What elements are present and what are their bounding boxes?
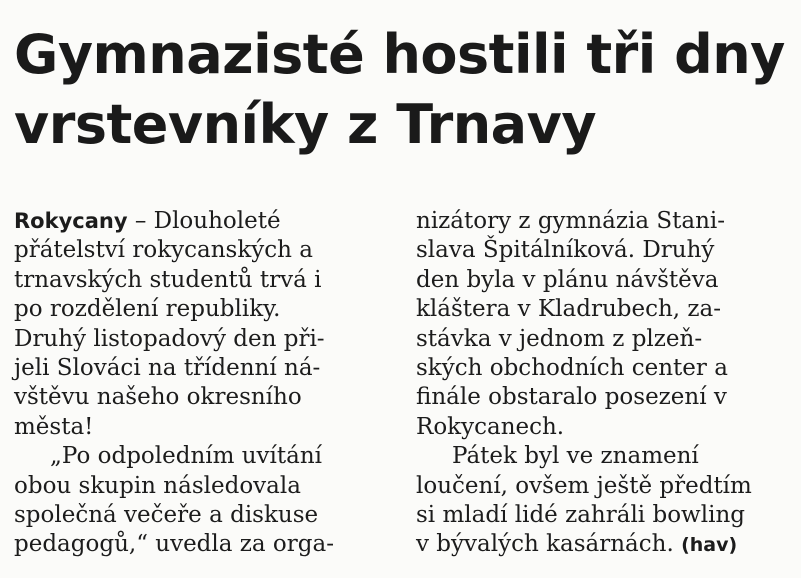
body-line: jeli Slováci na třídenní ná-	[14, 355, 321, 382]
body-line	[416, 530, 796, 560]
body-line: obou skupin následovala	[14, 472, 301, 499]
paragraph-start-line: „Po odpoledním uvítání	[50, 443, 323, 470]
closing-text: v bývalých kasárnách.	[416, 531, 674, 558]
body-line: Druhý listopadový den při-	[14, 325, 325, 352]
body-line: ských obchodních center a	[416, 355, 728, 382]
author-byline: (hav)	[681, 534, 738, 557]
body-line: stávka v jednom z plzeň-	[416, 325, 703, 352]
lead-text: – Dlouholeté	[127, 208, 281, 234]
body-line: města!	[14, 413, 94, 440]
body-line: den byla v plánu návštěva	[416, 266, 719, 293]
article-column-left	[14, 207, 394, 560]
body-line: po rozdělení republiky.	[14, 296, 281, 323]
headline-line-2: vrstevníky z Trnavy	[14, 93, 597, 156]
body-line: kláštera v Kladrubech, za-	[416, 296, 722, 323]
article-column-right	[416, 207, 796, 561]
paragraph-start-line: Pátek byl ve znamení	[452, 443, 699, 470]
body-line: společná večeře a diskuse	[14, 502, 319, 529]
body-line: finále obstaralo posezení v	[416, 384, 727, 411]
body-line: nizátory z gymnázia Stani-	[416, 208, 726, 234]
body-line: loučení, ovšem ještě předtím	[416, 472, 752, 499]
article-headline	[14, 20, 794, 160]
body-line: trnavských studentů trvá i	[14, 266, 322, 293]
body-line	[14, 207, 394, 236]
body-line: přátelství rokycanských a	[14, 237, 313, 264]
body-line: Rokycanech.	[416, 413, 565, 440]
body-line: vštěvu našeho okresního	[14, 384, 302, 411]
headline-line-1: Gymnazisté hostili tři dny	[14, 23, 785, 86]
body-line: slava Špitálníková. Druhý	[416, 237, 715, 264]
dateline: Rokycany	[14, 209, 128, 233]
body-line: si mladí lidé zahráli bowling	[416, 502, 745, 529]
body-line: pedagogů,“ uvedla za orga-	[14, 531, 334, 558]
